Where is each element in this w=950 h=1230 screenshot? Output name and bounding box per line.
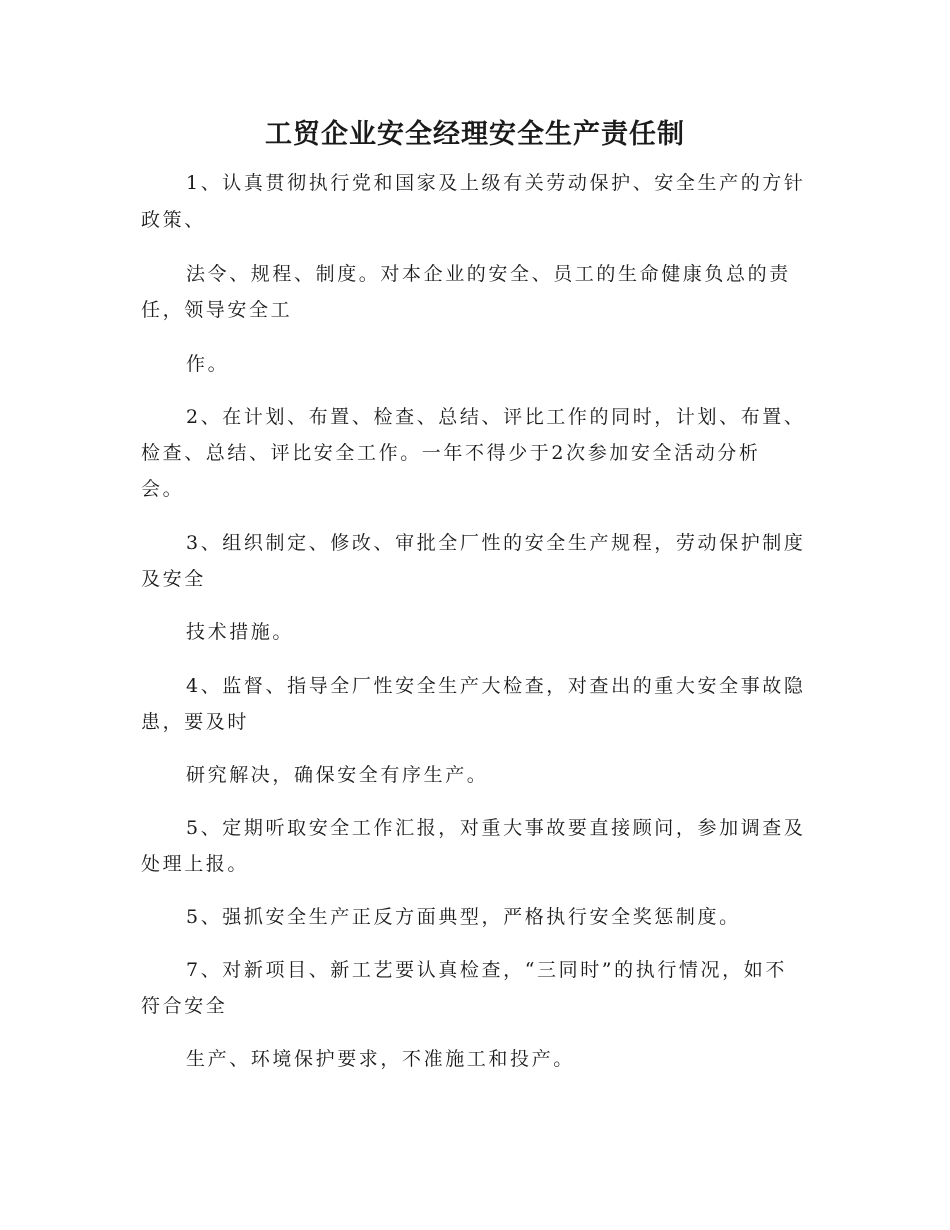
- clause-5-line-2: 处理上报。: [141, 853, 250, 875]
- clause-3-line-3: 技术措施。: [186, 621, 295, 643]
- document-title: 工贸企业安全经理安全生产责任制: [265, 119, 685, 150]
- clause-3-line-1: 3、组织制定、修改、审批全厂性的安全生产规程，劳动保护制度: [186, 532, 806, 554]
- clause-4-line-1: 4、监督、指导全厂性安全生产大检查，对查出的重大安全事故隐: [186, 675, 806, 697]
- clause-1-line-1: 1、认真贯彻执行党和国家及上级有关劳动保护、安全生产的方针: [186, 172, 806, 194]
- clause-7-line-2: 符合安全: [141, 995, 228, 1017]
- clause-4-line-2: 患，要及时: [141, 711, 250, 733]
- clause-7-line-3: 生产、环境保护要求，不准施工和投产。: [186, 1048, 575, 1070]
- clause-2-line-2: 检查、总结、评比安全工作。一年不得少于2次参加安全活动分析: [141, 442, 761, 464]
- clause-1-line-3: 法令、规程、制度。对本企业的安全、员工的生命健康负总的责: [186, 263, 791, 285]
- clause-3-line-2: 及安全: [141, 568, 206, 590]
- clause-7-line-1: 7、对新项目、新工艺要认真检查，“三同时”的执行情况，如不: [186, 959, 787, 981]
- clause-5-line-1: 5、定期听取安全工作汇报，对重大事故要直接顾问，参加调查及: [186, 817, 806, 839]
- clause-6-line-1: 5、强抓安全生产正反方面典型，严格执行安全奖惩制度。: [186, 906, 741, 928]
- clause-1-line-5: 作。: [186, 353, 230, 375]
- clause-2-line-3: 会。: [141, 478, 185, 500]
- clause-2-line-1: 2、在计划、布置、检查、总结、评比工作的同时，计划、布置、: [186, 406, 806, 428]
- clause-1-line-4: 任，领导安全工: [141, 299, 293, 321]
- clause-4-line-3: 研究解决，确保安全有序生产。: [186, 764, 489, 786]
- clause-1-line-2: 政策、: [141, 209, 206, 231]
